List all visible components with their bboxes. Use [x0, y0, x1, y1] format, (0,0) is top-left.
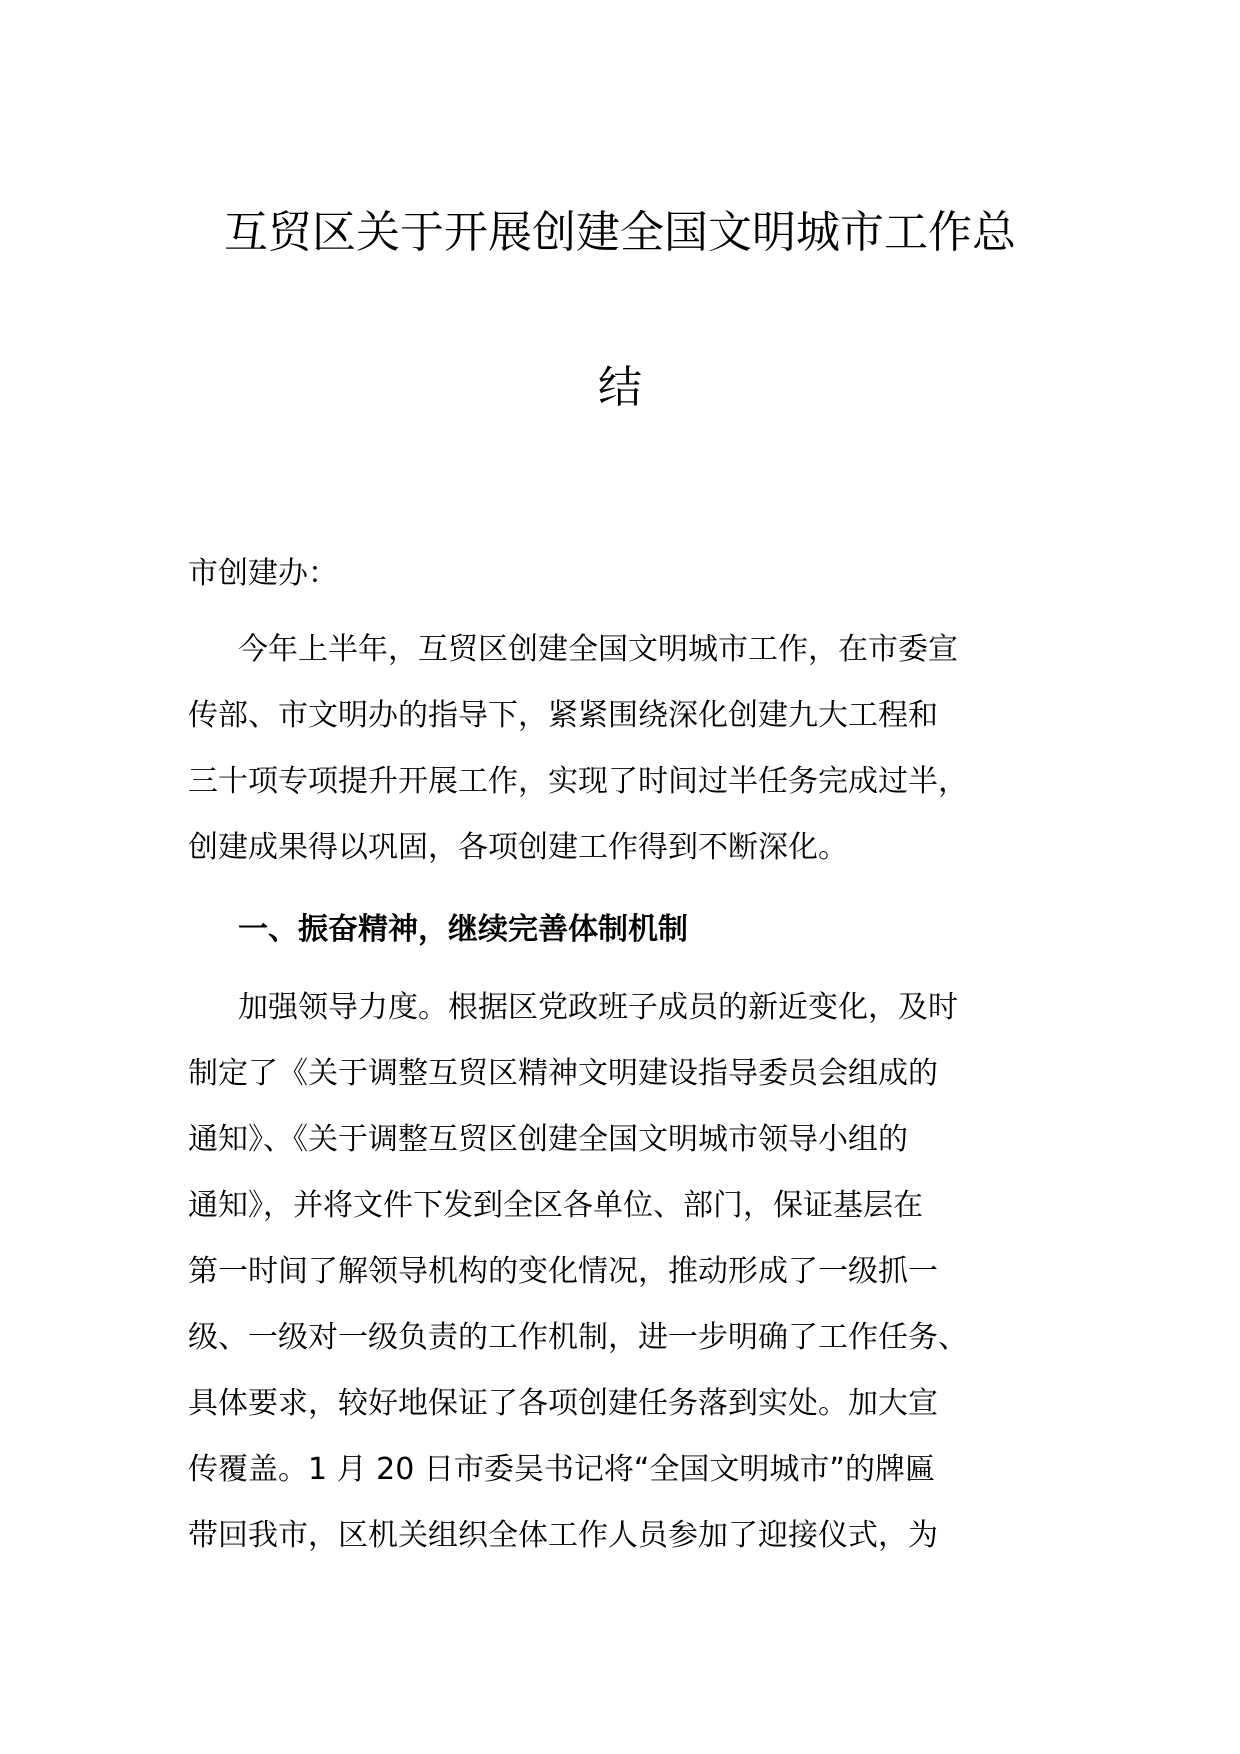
paragraph-line: 具体要求，较好地保证了各项创建任务落到实处。加大宣: [188, 1386, 938, 1421]
section-heading-1: 一、振奋精神，继续完善体制机制: [238, 912, 688, 947]
paragraph-line: 加强领导力度。根据区党政班子成员的新近变化，及时: [238, 990, 958, 1025]
paragraph-line: 带回我市，区机关组织全体工作人员参加了迎接仪式，为: [188, 1518, 938, 1553]
paragraph-line: 传覆盖。1 月 20 日市委吴书记将“全国文明城市”的牌匾: [188, 1452, 935, 1487]
document-title-line-1: 互贸区关于开展创建全国文明城市工作总: [224, 207, 1016, 258]
paragraph-line: 级、一级对一级负责的工作机制，进一步明确了工作任务、: [188, 1320, 968, 1355]
salutation: 市创建办：: [188, 556, 338, 591]
paragraph-line: 通知》、《关于调整互贸区创建全国文明城市领导小组的: [188, 1122, 908, 1157]
paragraph-line: 今年上半年，互贸区创建全国文明城市工作，在市委宣: [238, 632, 958, 667]
paragraph-line: 第一时间了解领导机构的变化情况，推动形成了一级抓一: [188, 1254, 938, 1289]
document-title-line-2: 结: [598, 362, 642, 413]
paragraph-1: [188, 625, 1058, 889]
paragraph-line: 制定了《关于调整互贸区精神文明建设指导委员会组成的: [188, 1056, 938, 1091]
paragraph-line: 创建成果得以巩固，各项创建工作得到不断深化。: [188, 830, 848, 865]
paragraph-2: [188, 983, 1058, 1577]
paragraph-line: 通知》，并将文件下发到全区各单位、部门，保证基层在: [188, 1188, 923, 1223]
paragraph-line: 传部、市文明办的指导下，紧紧围绕深化创建九大工程和: [188, 698, 938, 733]
paragraph-line: 三十项专项提升开展工作，实现了时间过半任务完成过半，: [188, 764, 968, 799]
